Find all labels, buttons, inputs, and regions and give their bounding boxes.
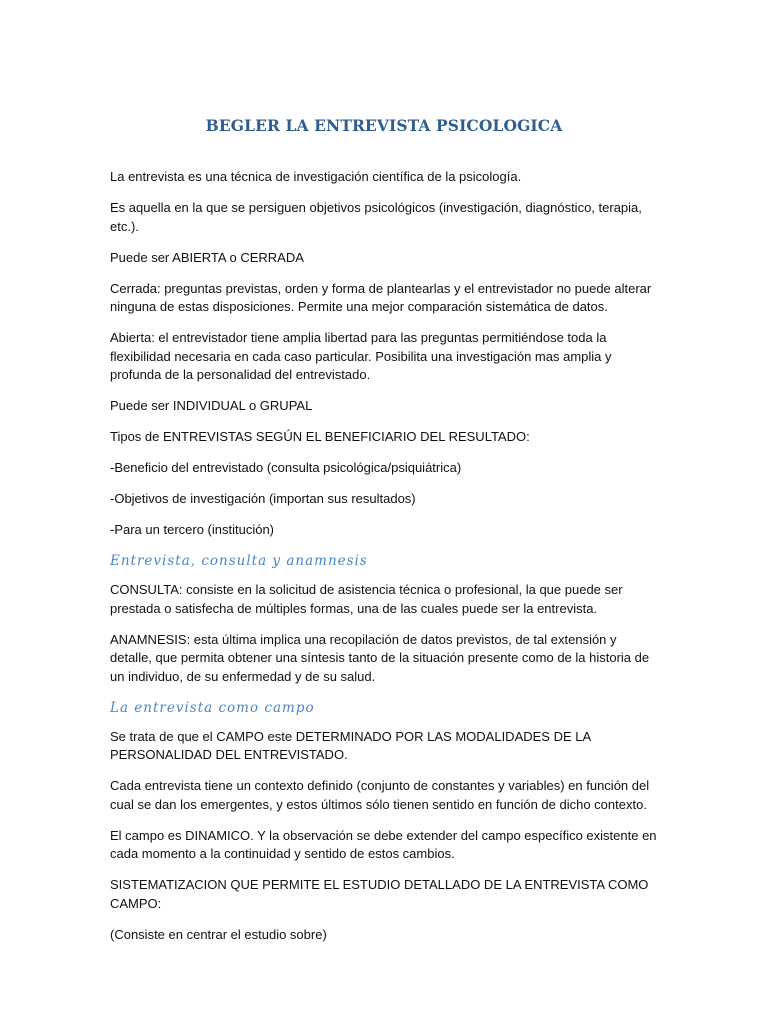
list-item: -Para un tercero (institución) bbox=[110, 522, 275, 537]
paragraph: Se trata de que el CAMPO este DETERMINADO POR LAS MODALIDADES DE LA PERSONALIDAD DEL ENTREVISTADO. bbox=[110, 728, 591, 762]
document-title: BEGLER LA ENTREVISTA PSICOLOGICA bbox=[205, 116, 563, 135]
document-body bbox=[110, 168, 662, 957]
list-item: -Objetivos de investigación (importan sus resultados) bbox=[110, 491, 416, 506]
paragraph: Tipos de ENTREVISTAS SEGÚN EL BENEFICIARIO DEL RESULTADO: bbox=[110, 429, 530, 444]
paragraph: (Consiste en centrar el estudio sobre) bbox=[110, 926, 327, 942]
list-item: -Beneficio del entrevistado (consulta psicológica/psiquiátrica) bbox=[110, 460, 462, 475]
paragraph: Puede ser INDIVIDUAL o GRUPAL bbox=[110, 398, 313, 413]
paragraph: El campo es DINAMICO. Y la observación se debe extender del campo específico existente en cada momento a la continuidad y sentido de estos cambios. bbox=[110, 827, 657, 861]
paragraph: Puede ser ABIERTA o CERRADA bbox=[110, 249, 304, 265]
section-heading: La entrevista como campo bbox=[110, 699, 315, 716]
paragraph: CONSULTA: consiste en la solicitud de asistencia técnica o profesional, la que puede ser prestada o satisfecha de múltiples formas, una de las cuales puede ser la entrevista. bbox=[110, 582, 623, 616]
paragraph: Cerrada: preguntas previstas, orden y forma de plantearlas y el entrevistador no puede alterar ninguna de estas disposiciones. Permite una mejor comparación sistemática de datos. bbox=[110, 280, 652, 314]
paragraph: SISTEMATIZACION QUE PERMITE EL ESTUDIO DETALLADO DE LA ENTREVISTA COMO CAMPO: bbox=[110, 877, 649, 911]
paragraph: Cada entrevista tiene un contexto definido (conjunto de constantes y variables) en función del cual se dan los emergentes, y estos últimos sólo tienen sentido en función de dicho contexto. bbox=[110, 778, 650, 812]
paragraph: Es aquella en la que se persiguen objetivos psicológicos (investigación, diagnóstico, terapia, etc.). bbox=[110, 200, 642, 234]
paragraph: Abierta: el entrevistador tiene amplia libertad para las preguntas permitiéndose toda la flexibilidad necesaria en cada caso particular. Posibilita una investigación mas amplia y profunda de la personalidad del entrevistado. bbox=[110, 330, 612, 382]
paragraph: ANAMNESIS: esta última implica una recopilación de datos previstos, de tal extensión y detalle, que permita obtener una síntesis tanto de la situación presente como de la historia de un individuo, de su enfermedad y de su salud. bbox=[110, 631, 650, 684]
section-heading: Entrevista, consulta y anamnesis bbox=[110, 553, 368, 569]
paragraph: La entrevista es una técnica de investigación científica de la psicología. bbox=[110, 169, 522, 184]
